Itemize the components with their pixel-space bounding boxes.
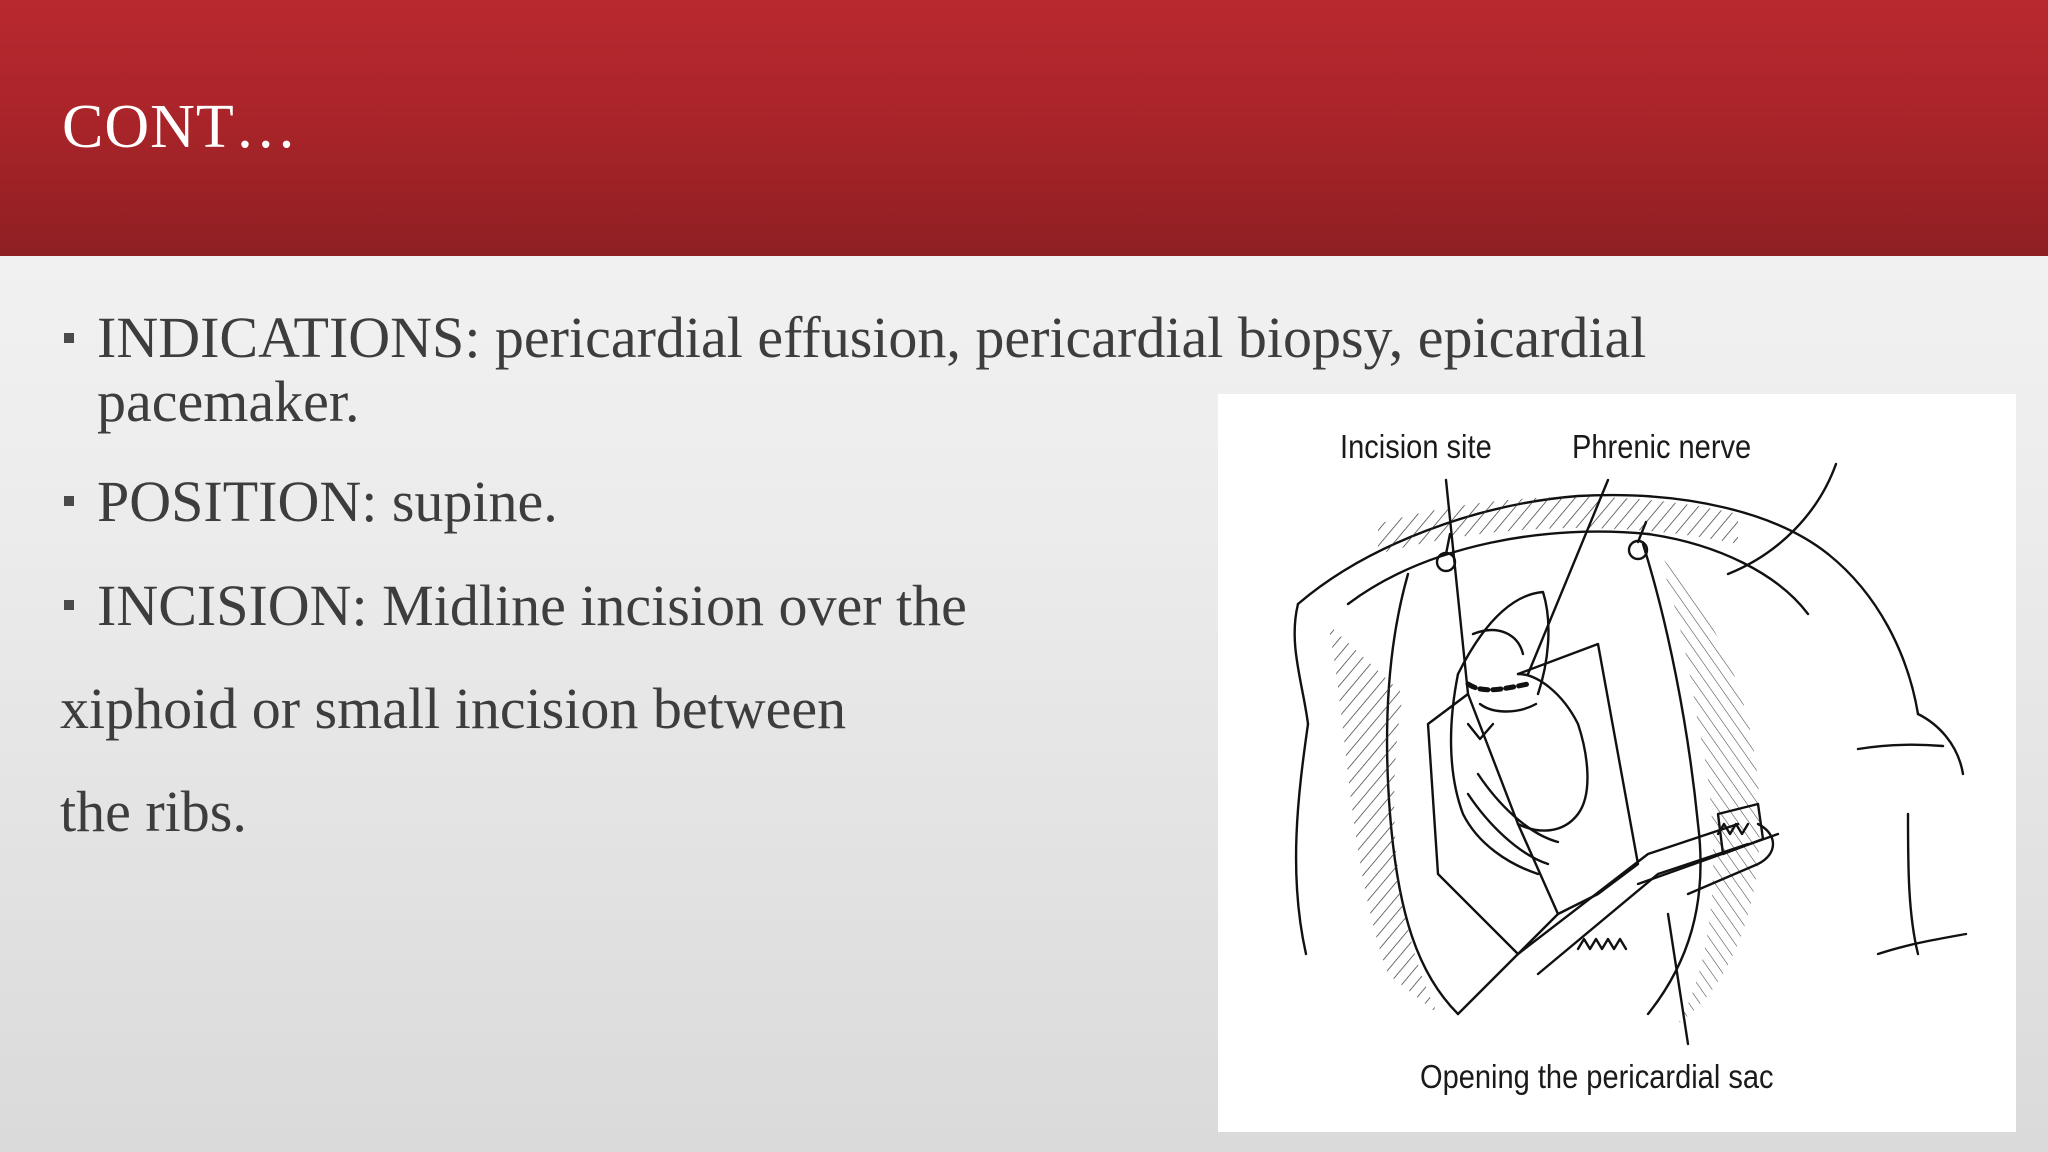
bullet-marker [64, 600, 74, 610]
bullet-indications-line-2: pacemaker. [97, 369, 360, 434]
figure-caption: Opening the pericardial sac [1420, 1058, 1774, 1095]
bullet-marker [64, 496, 74, 506]
bullet-incision: INCISION: Midline incision over the [97, 573, 967, 638]
incision-continuation-line-2: the ribs. [60, 779, 247, 844]
slide-title: CONT… [62, 93, 298, 161]
pericardial-window-drawing [1218, 394, 2016, 1132]
bullet-marker [64, 333, 74, 343]
surgical-illustration [1218, 394, 2016, 1132]
label-phrenic-nerve: Phrenic nerve [1572, 428, 1752, 465]
bullet-indications-line-1: INDICATIONS: pericardial effusion, pericardial biopsy, epicardial [97, 305, 1647, 370]
incision-continuation-line-1: xiphoid or small incision between [60, 676, 847, 741]
label-incision-site: Incision site [1340, 428, 1492, 465]
bullet-position: POSITION: supine. [97, 469, 558, 534]
